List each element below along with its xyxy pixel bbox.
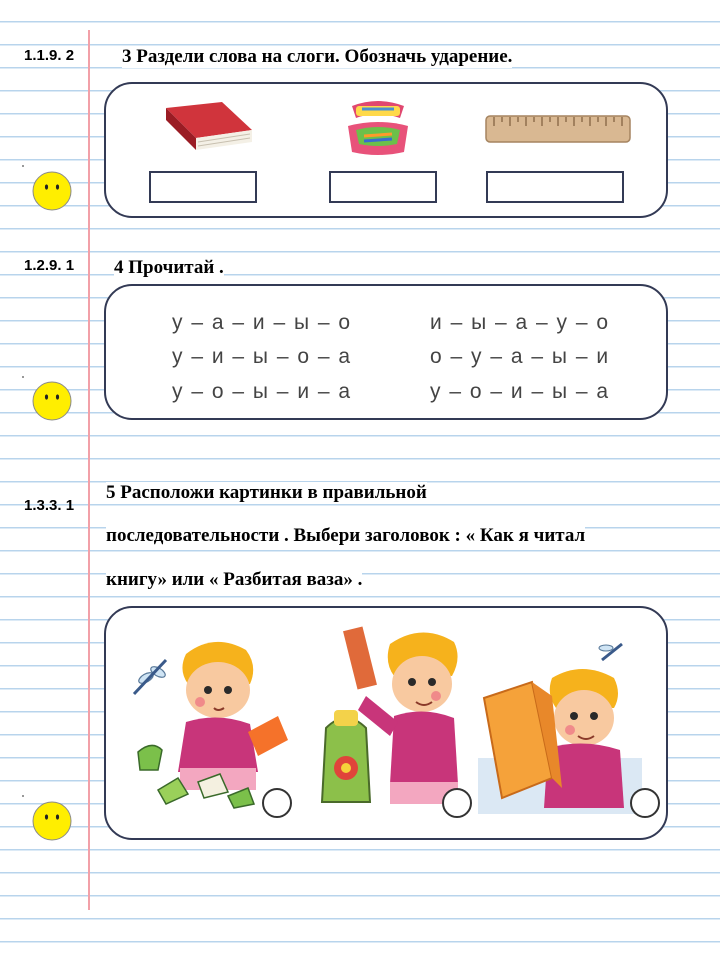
task4-code: 1.2.9. 1 [24, 257, 75, 274]
syllable-row-left-2: у – и – ы – о – а [172, 345, 352, 368]
speck [22, 376, 24, 378]
pencil-case-icon [342, 96, 414, 160]
syllable-answer-box-2[interactable] [329, 171, 437, 203]
syllable-answer-box-1[interactable] [149, 171, 257, 203]
ruler-icon [484, 114, 632, 146]
task5-title-line-3: книгу» или « Разбитая ваза» . [106, 569, 363, 590]
syllable-row-left-1: у – а – и – ы – о [172, 311, 352, 334]
syllable-row-right-2: о – у – а – ы – и [430, 345, 610, 368]
smiley-icon [32, 801, 72, 841]
task5-title-line-1: 5 Расположи картинки в правильной [106, 482, 427, 503]
boy-hitting-vase-icon [306, 618, 466, 814]
notebook-margin-line [88, 30, 90, 910]
book-icon [160, 96, 256, 156]
boy-broken-vase-icon [118, 632, 298, 814]
task5-title-line-2: последовательности . Выбери заголовок : « Как я читал [106, 525, 586, 546]
syllable-answer-box-3[interactable] [486, 171, 624, 203]
smiley-icon [32, 381, 72, 421]
order-circle-3[interactable] [630, 788, 660, 818]
speck [22, 795, 24, 797]
smiley-icon [32, 171, 72, 211]
syllable-row-left-3: у – о – ы – и – а [172, 380, 352, 403]
boy-reading-book-icon [478, 638, 642, 814]
task3-code: 1.1.9. 2 [24, 47, 75, 64]
task4-title: 4 Прочитай . [114, 257, 224, 278]
order-circle-2[interactable] [442, 788, 472, 818]
syllable-row-right-1: и – ы – а – у – о [430, 311, 610, 334]
task5-code: 1.3.3. 1 [24, 497, 75, 514]
syllable-row-right-3: у – о – и – ы – а [430, 380, 610, 403]
task3-title: 3 Раздели слова на слоги. Обозначь ударение. [122, 46, 513, 67]
order-circle-1[interactable] [262, 788, 292, 818]
speck [22, 165, 24, 167]
